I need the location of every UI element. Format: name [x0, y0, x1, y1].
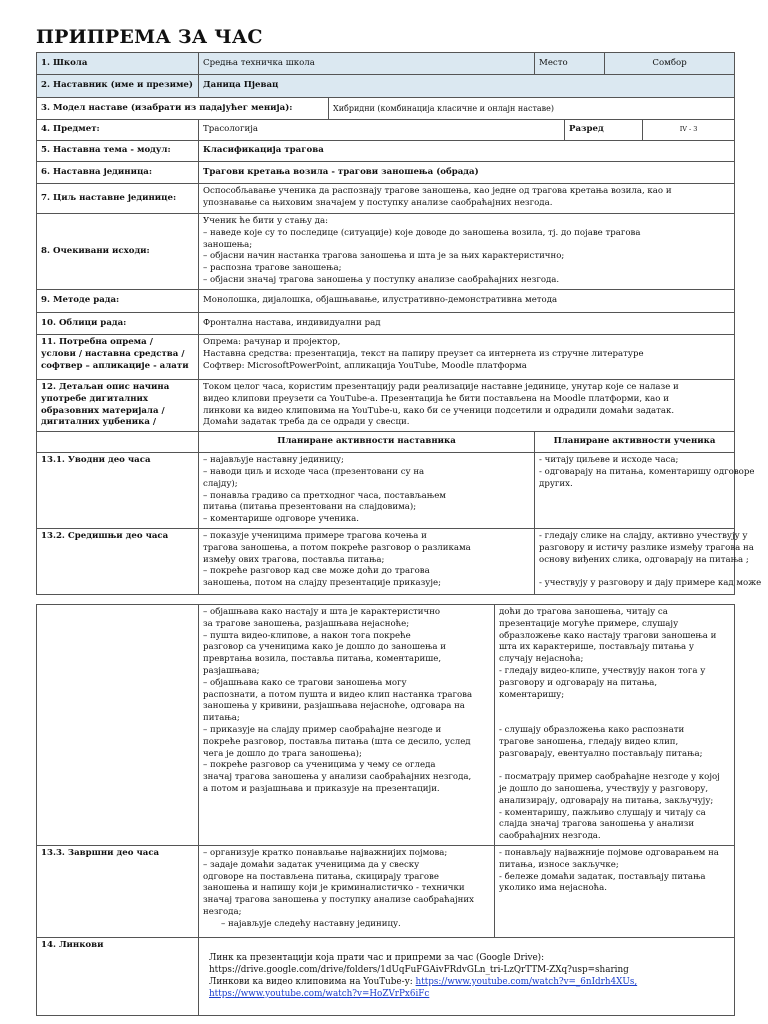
- digital-line: Током целог часа, користим презентацију ради реализације наставне јединице, унутар које се налазе и: [203, 382, 679, 392]
- final-student-activities: [495, 845, 735, 937]
- teaching-model-value: Хибридни (комбинација класичне и онлајн наставе): [329, 98, 735, 120]
- page-title: ПРИПРЕМА ЗА ЧАС: [36, 26, 263, 48]
- final-part-label: 13.3. Завршни део часа: [37, 845, 199, 937]
- activity-line: питања;: [203, 713, 240, 724]
- student-activities-header: Планиране активности ученика: [535, 432, 735, 453]
- activity-line: одговоре на постављена питања, скицирају трагове: [203, 871, 439, 882]
- digital-label-line: образовних материјала /: [41, 405, 165, 416]
- activity-line: заношења у кривини, разјашњава нејасноће, одговара на: [203, 701, 465, 712]
- outcomes-line: заношења;: [203, 239, 253, 250]
- teaching-model-label: 3. Модел наставе (изабрати из падајућег менија):: [37, 98, 329, 120]
- activity-line: заношења, потом на слајду презентације приказује;: [203, 578, 442, 589]
- activity-line: – покреће разговор кад све може доћи до трагова: [203, 566, 430, 577]
- digital-line: видео клипови преузети са YouTube-а. Презентација ће бити постављена на Moodle платформи, као и: [203, 393, 669, 404]
- main-continued-label: [37, 605, 199, 846]
- activity-line: - коментаришу, пажљиво слушају и читају са: [499, 807, 706, 818]
- video-links-line: [209, 976, 730, 988]
- main-continued-teacher-activities: [199, 605, 495, 846]
- activity-line: - бележе домаћи задатак, постављају питања: [499, 871, 706, 882]
- methods-value: Монолошка, дијалошка, објашњавање, илустративно-демонстративна метода: [199, 290, 735, 313]
- final-teacher-activities: [199, 845, 495, 937]
- activity-line: - одговарају на питања, коментаришу одговоре: [539, 466, 755, 477]
- row-intro-part: [37, 453, 735, 529]
- equipment-label-line: услови / наставна средства /: [41, 348, 185, 359]
- school-value: Средња техничка школа: [199, 53, 535, 75]
- activity-line: шта их карактерише, постављају питања у: [499, 642, 694, 653]
- activity-line: – најављује следећу наставну јединицу.: [221, 918, 401, 929]
- activity-line: [499, 701, 730, 713]
- activity-line: – покреће разговор са ученицима у чему се огледа: [203, 760, 436, 771]
- activity-line: - гледају слике на слајду, активно учествују у: [539, 530, 748, 541]
- row-outcomes: [37, 214, 735, 290]
- activity-line: презентације могуће примере, слушају: [499, 618, 679, 629]
- activity-line: – најављује наставну јединицу;: [203, 455, 344, 466]
- digital-line: линкови ка видео клиповима на YouTube-u, како би се ученици подсетили и одрадили домаћи задатак.: [203, 405, 675, 416]
- activity-line: питања, износе закључке;: [499, 859, 619, 870]
- activity-line: разговор са ученицима како је дошло до заношења и: [203, 642, 447, 653]
- row-links: [37, 937, 735, 1015]
- activity-line: незгода;: [203, 906, 242, 917]
- row-digital-materials: [37, 380, 735, 432]
- drive-link[interactable]: https://drive.google.com/drive/folders/1dUqFuFGAivFRdvGLn_tri-LzQrTTM-ZXq?usp=sharing: [209, 964, 629, 975]
- row-teacher: [37, 75, 735, 98]
- digital-label-line: 12. Детаљан опис начина: [41, 382, 170, 392]
- activity-line: значај трагова заношења у анализи саобраћајних незгода,: [203, 772, 472, 783]
- equipment-label: [37, 335, 199, 380]
- row-main-part-continued: [37, 605, 735, 846]
- intro-part-label: 13.1. Уводни део часа: [37, 453, 199, 529]
- activity-line: слајда значај трагова заношења у анализи: [499, 819, 695, 830]
- activity-line: слајду);: [203, 478, 238, 489]
- row-plan-headers: [37, 432, 735, 453]
- grade-label: Разред: [565, 120, 643, 141]
- main-student-activities: [535, 528, 762, 594]
- equipment-label-line: софтвер – апликације - алати: [41, 360, 189, 371]
- equipment-value: [199, 335, 735, 380]
- goal-label: 7. Циљ наставне јединице:: [37, 184, 199, 214]
- activity-line: значај трагова заношења у поступку анализе саобраћајних: [203, 895, 474, 906]
- digital-materials-label: [37, 380, 199, 432]
- teacher-activities-header: Планиране активности наставника: [199, 432, 535, 453]
- place-label: Место: [535, 53, 605, 75]
- activity-line: случају нејасноћа;: [499, 654, 584, 665]
- row-goal: [37, 184, 735, 214]
- outcomes-line: Ученик ће бити у стању да:: [203, 216, 328, 226]
- activity-line: - понављају најважније појмове одговарањем на: [499, 847, 719, 858]
- place-value: Сомбор: [605, 53, 735, 75]
- equipment-label-line: 11. Потребна опрема /: [41, 337, 153, 347]
- activity-line: основу виђених слика, одговарају на питања ;: [539, 554, 749, 565]
- activity-line: – приказује на слајду пример саобраћајне незгоде и: [203, 724, 442, 735]
- row-methods: [37, 290, 735, 313]
- row-forms: [37, 313, 735, 335]
- main-continued-student-activities: [495, 605, 735, 846]
- activity-line: – понавља градиво са претходног часа, постављањем: [203, 490, 446, 501]
- links-label: 14. Линкови: [37, 937, 199, 1015]
- row-subject: [37, 120, 735, 141]
- activity-line: питања (питања презентовани на слајдовима);: [203, 502, 417, 513]
- activity-line: доћи до трагова заношења, читају са: [499, 607, 668, 617]
- video-links-prefix: Линкови ка видео клиповима на YouTube-у:: [209, 976, 413, 987]
- links-value: [199, 937, 735, 1015]
- row-unit: [37, 162, 735, 184]
- row-topic: [37, 141, 735, 162]
- methods-label: 9. Методе рада:: [37, 290, 199, 313]
- activity-line: – наводи циљ и исходе часа (презентовани су на: [203, 466, 425, 477]
- presentation-link-intro: Линк ка презентацији која прати час и припреми за час (Google Drive):: [209, 952, 545, 963]
- digital-label-line: употребе дигиталних: [41, 393, 148, 404]
- activity-line: трагове заношења, гледају видео клип,: [499, 736, 679, 747]
- goal-line: Оспособљавање ученика да распознају трагове заношења, као једне од трагова кретања возила, као и: [203, 186, 672, 196]
- activity-line: је дошло до заношења, учествују у разговору,: [499, 783, 709, 794]
- main-teacher-activities: [199, 528, 535, 594]
- outcomes-label: 8. Очекивани исходи:: [37, 214, 199, 290]
- forms-label: 10. Облици рада:: [37, 313, 199, 335]
- outcomes-line: – распозна трагове заношења;: [203, 263, 342, 274]
- forms-value: Фронтална настава, индивидуални рад: [199, 313, 735, 335]
- school-label: 1. Школа: [37, 53, 199, 75]
- activity-line: – пушта видео-клипове, а након тога покреће: [203, 630, 411, 641]
- outcomes-line: – објасни начин настанка трагова заношења и шта је за њих карактеристично;: [203, 251, 565, 262]
- youtube-link-1[interactable]: https://www.youtube.com/watch?v=_6nIdrh4XUs,: [415, 976, 638, 987]
- activity-line: - гледају видео-клипе, учествују након тога у: [499, 665, 706, 676]
- outcomes-value: [199, 214, 735, 290]
- activity-line: – организује кратко понављање најважнијих појмова;: [203, 847, 448, 858]
- activity-line: разговору и одговарају на питања,: [499, 677, 658, 688]
- activity-line: образложење како настају трагови заношења и: [499, 630, 717, 641]
- activity-line: за трагове заношења, разјашњава нејасноће;: [203, 618, 410, 629]
- row-equipment: [37, 335, 735, 380]
- activity-line: – задаје домаћи задатак ученицима да у свеску: [203, 859, 420, 870]
- lesson-plan-table: [36, 52, 762, 595]
- activity-line: чега је дошло до трага заношења);: [203, 748, 362, 759]
- activity-line: уколико има нејасноћа.: [499, 883, 608, 894]
- youtube-link-2[interactable]: https://www.youtube.com/watch?v=HoZVrPx6iFc: [209, 988, 430, 999]
- outcomes-line: – објасни значај трагова заношења у поступку анализе саобраћајних незгода.: [203, 274, 560, 285]
- activity-line: саобраћајних незгода.: [499, 831, 601, 842]
- digital-materials-value: [199, 380, 735, 432]
- equipment-line: Опрема: рачунар и пројектор,: [203, 337, 341, 347]
- activity-line: разговору и истичу разлике између трагова на: [539, 542, 754, 553]
- activity-line: - слушају образложења како распознати: [499, 724, 685, 735]
- equipment-line: Наставна средства: презентација, текст на папиру преузет са интернета из стручне литературе: [203, 348, 644, 359]
- outcomes-line: – наведе које су то последице (ситуације) које доводе до заношења возила, тј. до појаве трагова: [203, 227, 641, 238]
- activity-line: распознати, а потом пушта и видео клип настанка трагова: [203, 689, 473, 700]
- activity-line: - посматрају пример саобраћајне незгоде у којој: [499, 772, 720, 783]
- row-school: [37, 53, 735, 75]
- activity-line: – коментарише одговоре ученика.: [203, 514, 359, 525]
- activity-line: покреће разговор, поставља питања (шта се десило, услед: [203, 736, 471, 747]
- activity-line: [499, 760, 730, 772]
- teacher-label: 2. Наставник (име и презиме): [37, 75, 199, 98]
- activity-line: – показује ученицима примере трагова кочења и: [203, 530, 427, 541]
- main-part-label: 13.2. Средишњи део часа: [37, 528, 199, 594]
- grade-value: IV - 3: [643, 120, 735, 141]
- unit-label: 6. Наставна јединица:: [37, 162, 199, 184]
- activity-line: превртања возила, поставља питања, коментарише,: [203, 654, 442, 665]
- activity-line: а потом и разјашњава и приказује на презентацији.: [203, 783, 440, 794]
- subject-label: 4. Предмет:: [37, 120, 199, 141]
- activity-line: разговарају, евентуално постављају питања;: [499, 748, 703, 759]
- row-main-part: [37, 528, 735, 594]
- intro-student-activities: [535, 453, 755, 529]
- activity-line: [539, 566, 730, 578]
- activity-line: разјашњава;: [203, 665, 260, 676]
- activity-line: – објашњава како се трагови заношења могу: [203, 677, 407, 688]
- activity-line: заношења и напишу који је криминалистичко - технички: [203, 883, 465, 894]
- equipment-line: Софтвер: MicrosoftPowerPoint, апликација YouTube, Moodle платформа: [203, 360, 527, 371]
- activity-line: анализирају, одговарају на питања, закључују;: [499, 795, 714, 806]
- activity-line: између ових трагова, поставља питања;: [203, 554, 385, 565]
- teacher-value: Даница Пјевац: [199, 75, 735, 98]
- activity-line: - учествују у разговору и дају примере кад може: [539, 578, 762, 589]
- intro-teacher-activities: [199, 453, 535, 529]
- unit-value: Трагови кретања возила - трагови заношења (обрада): [199, 162, 735, 184]
- plan-header-empty: [37, 432, 199, 453]
- row-teaching-model: [37, 98, 735, 120]
- goal-value: [199, 184, 735, 214]
- activity-line: коментаришу;: [499, 689, 565, 700]
- activity-line: [499, 713, 730, 725]
- activity-line: - читају циљеве и исходе часа;: [539, 455, 679, 466]
- topic-label: 5. Наставна тема - модул:: [37, 141, 199, 162]
- activity-line: трагова заношења, а потом покреће разговор о разликама: [203, 542, 471, 553]
- subject-value: Трасологија: [199, 120, 565, 141]
- activity-line: других.: [539, 478, 573, 489]
- topic-value: Класификација трагова: [199, 141, 735, 162]
- row-final-part: [37, 845, 735, 937]
- digital-line: Домаћи задатак треба да се одради у свесци.: [203, 417, 410, 428]
- activity-line: – објашњава како настају и шта је карактеристично: [203, 607, 441, 617]
- goal-line: упознавање са њиховим значајем у поступку анализе саобраћајних незгода.: [203, 197, 553, 208]
- digital-label-line: дигиталних уџбеника /: [41, 417, 157, 428]
- lesson-plan-continued-table: [36, 604, 735, 1016]
